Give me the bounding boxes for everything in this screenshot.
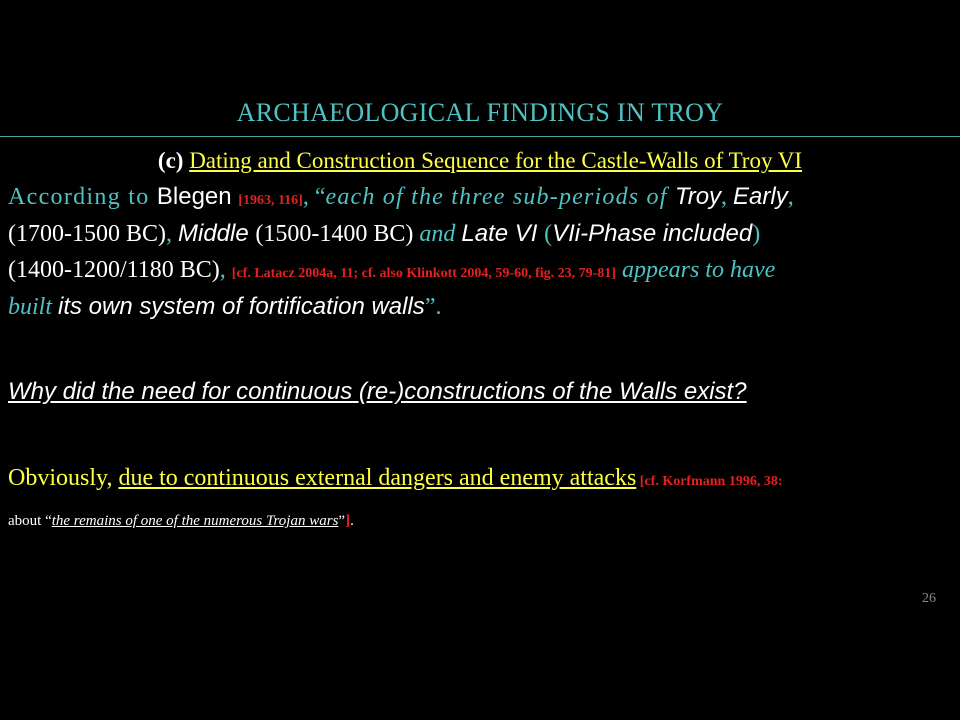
about-close-quote: ” [338, 513, 346, 529]
text-paren-close: ) [752, 221, 761, 247]
text-middle: Middle [178, 220, 256, 247]
answer-lead: Obviously, [8, 465, 119, 491]
paragraph-line-3 [8, 257, 954, 284]
subheading-text: Dating and Construction Sequence for the Castle-Walls of Troy VI [189, 148, 803, 173]
about-line [8, 513, 354, 530]
question-underlined: Why did the need for continuous (re-)constructions of the Walls exist? [8, 378, 747, 405]
about-quote: the remains of one of the numerous Trojan wars [51, 513, 339, 529]
text-and: and [419, 221, 462, 247]
answer-text [8, 465, 954, 492]
text-blegen: Blegen [156, 183, 239, 210]
page-number: 26 [922, 591, 936, 606]
question-text [8, 378, 954, 406]
text-appears: appears to have [615, 257, 776, 283]
text-according: According to [8, 184, 157, 210]
text-fortification: its own system of fortification walls [58, 293, 425, 320]
text-troy: Troy [674, 183, 722, 210]
ref-korfmann: [cf. Korfmann 1996, 38: [636, 474, 783, 489]
ref-latacz-klinkott: [cf. Latacz 2004a, 11; cf. also Klinkott 2004, 59-60, fig. 23, 79-81] [231, 266, 616, 281]
paragraph-line-1 [8, 183, 954, 211]
paragraph-line-2 [8, 220, 954, 248]
text-comma-open-quote: , “ [302, 184, 326, 210]
subheading-label: (c) [157, 148, 184, 173]
slide-title: ARCHAEOLOGICAL FINDINGS IN TROY [236, 98, 724, 127]
paragraph-line-4 [8, 293, 954, 321]
text-comma: , [721, 184, 734, 210]
text-early: Early [733, 183, 788, 210]
text-phase: VIi-Phase included [552, 220, 753, 247]
text-dates-early: (1700-1500 BC) [8, 221, 166, 247]
text-comma-end: , [787, 184, 794, 210]
text-close-quote: ”. [424, 294, 442, 320]
text-comma: , [219, 257, 232, 283]
text-dates-late: (1400-1200/1180 BC) [8, 257, 220, 283]
answer-underlined: due to continuous external dangers and enemy attacks [118, 465, 637, 491]
text-quote-start: each of the three sub-periods of [325, 184, 675, 210]
text-built: built [8, 294, 59, 320]
about-lead: about “ [8, 513, 52, 529]
about-bracket: ] [345, 513, 351, 529]
ref-blegen: [1963, 116] [238, 193, 303, 208]
subheading [0, 148, 960, 174]
about-dot: . [350, 513, 354, 529]
title-divider [0, 136, 960, 137]
text-paren-open: ( [544, 221, 553, 247]
text-dates-middle: (1500-1400 BC) [255, 221, 420, 247]
text-late: Late VI [461, 220, 545, 247]
text-comma: , [166, 221, 178, 247]
